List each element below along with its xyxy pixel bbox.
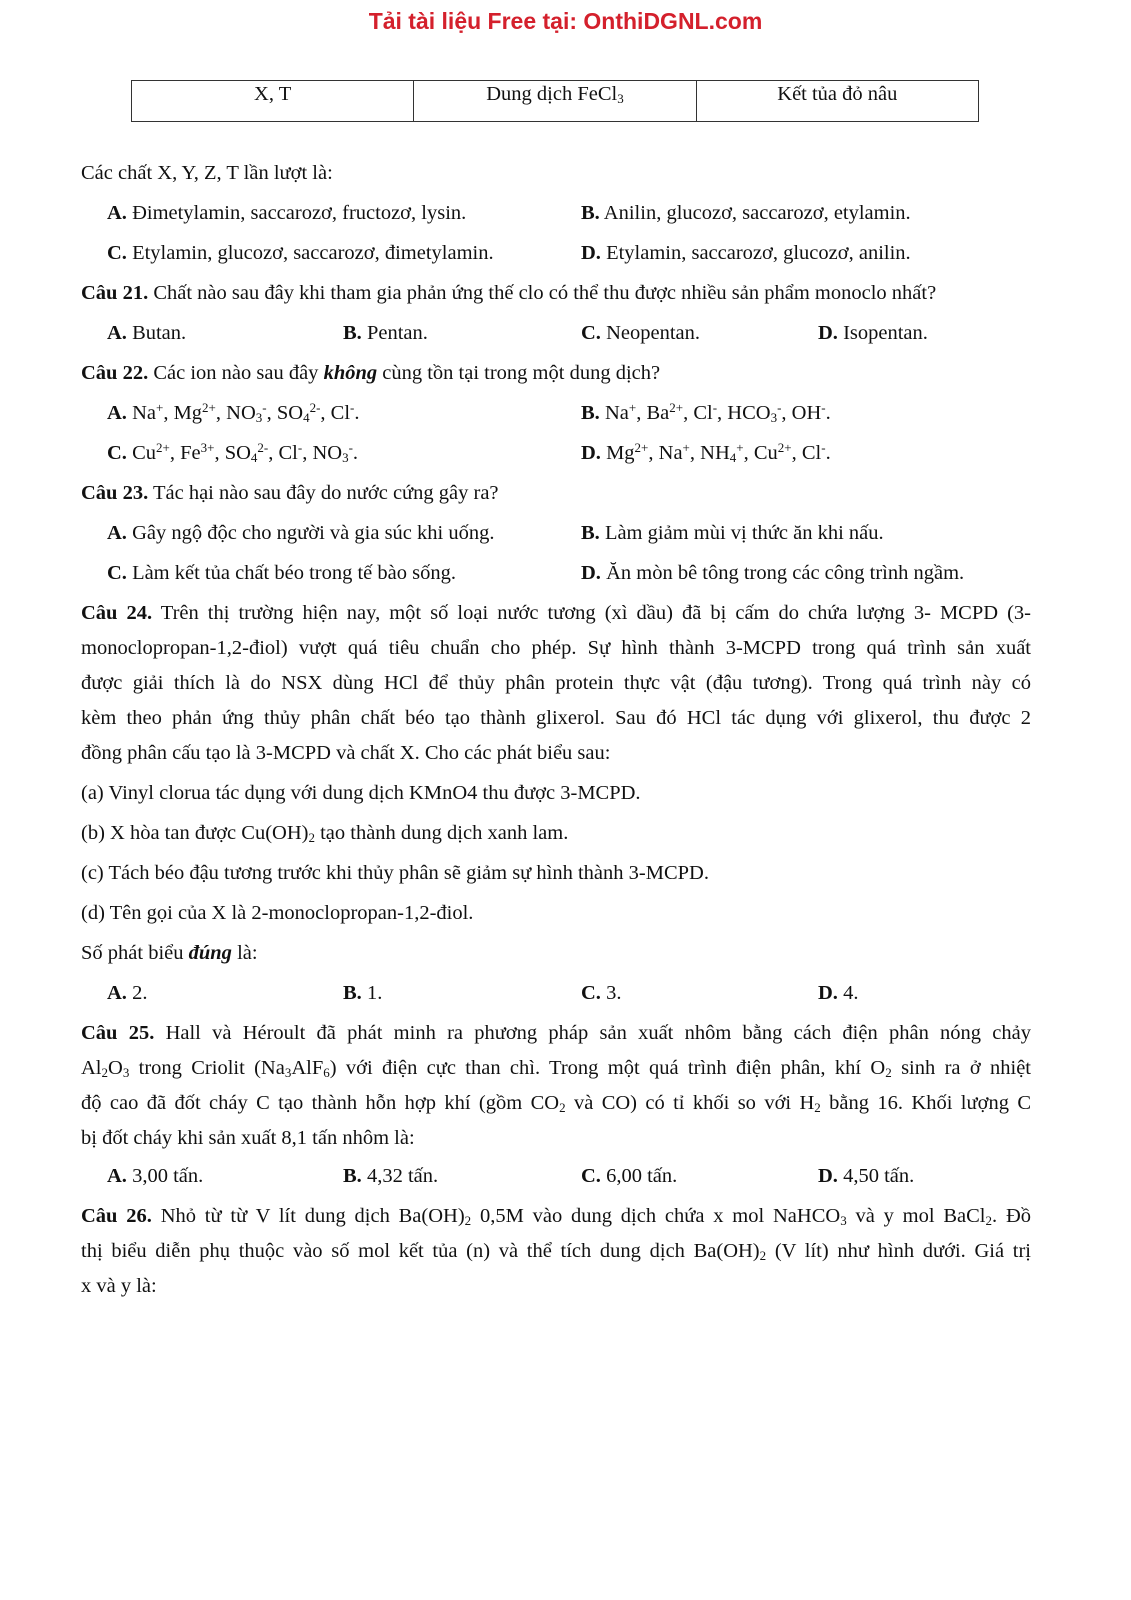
question-26-line-2: thị biểu diễn phụ thuộc vào số mol kết tủa (n) và thể tích dung dịch $Ba(OH)_2$ (V lít) như hình dưới. Giá trị — [81, 1240, 1031, 1263]
option-d: D. 4. — [818, 982, 859, 1004]
option-a: A. Gây ngộ độc cho người và gia súc khi uống. — [107, 522, 495, 544]
option-a: A. Đimetylamin, saccarozơ, fructozơ, lysin. — [107, 202, 467, 224]
question-24-line-1: Câu 24. Trên thị trường hiện nay, một số loại nước tương (xì dầu) đã bị cấm do chứa lượng 3- MCPD (3- — [81, 602, 1031, 624]
option-c: C. Làm kết tủa chất béo trong tế bào sống. — [107, 562, 456, 584]
option-a: A. 3,00 tấn. — [107, 1165, 204, 1187]
option-c: C. Neopentan. — [581, 322, 700, 344]
question-25-line-3: độ cao đã đốt cháy C tạo thành hỗn hợp khí (gồm $CO_2$ và CO) có tỉ khối so với $H_2$ bằng 16. Khối lượng C — [81, 1092, 1031, 1115]
question-stem: Các chất X, Y, Z, T lần lượt là: — [81, 162, 333, 184]
option-d: D. Etylamin, saccarozơ, glucozơ, anilin. — [581, 242, 911, 264]
question-24-ask: Số phát biểu đúng là: — [81, 942, 258, 964]
option-b: B. 4,32 tấn. — [343, 1165, 439, 1187]
statement-c: (c) Tách béo đậu tương trước khi thủy phân sẽ giảm sự hình thành 3-MCPD. — [81, 862, 709, 884]
reagent-table — [131, 80, 979, 122]
option-d: D. 4,50 tấn. — [818, 1165, 915, 1187]
statement-a: (a) Vinyl clorua tác dụng với dung dịch KMnO4 thu được 3-MCPD. — [81, 782, 641, 804]
question-24-line-3: được giải thích là do NSX dùng HCl để thủy phân protein thực vật (đậu tương). Trong quá trình này có — [81, 672, 1031, 694]
question-21: Câu 21. Chất nào sau đây khi tham gia phản ứng thế clo có thể thu được nhiều sản phẩm monoclo nhất? — [81, 282, 937, 304]
option-b: B. Anilin, glucozơ, saccarozơ, etylamin. — [581, 202, 911, 224]
option-d: D. $Mg^{2+}$, Na+, $NH_4^+$, $Cu^{2+}$, Cl-. — [581, 440, 831, 465]
question-23: Câu 23. Tác hại nào sau đây do nước cứng gây ra? — [81, 482, 499, 504]
table-cell-phenomenon: Kết tủa đỏ nâu — [696, 81, 978, 122]
option-d: D. Isopentan. — [818, 322, 928, 344]
option-c: C. $Cu^{2+}$, $Fe^{3+}$, $SO_4^{2-}$, Cl-, $NO_3^-$. — [107, 440, 359, 465]
question-26-line-3: x và y là: — [81, 1275, 157, 1297]
option-a: A. 2. — [107, 982, 148, 1004]
option-d: D. Ăn mòn bê tông trong các công trình ngầm. — [581, 562, 965, 584]
question-24-line-2: monoclopropan-1,2-điol) vượt quá tiêu chuẩn cho phép. Sự hình thành 3-MCPD trong quá trình sản xuất — [81, 637, 1031, 659]
option-b: B. Pentan. — [343, 322, 428, 344]
download-banner[interactable]: Tải tài liệu Free tại: OnthiDGNL.com — [368, 8, 763, 34]
question-26-line-1: Câu 26. Nhỏ từ từ V lít dung dịch $Ba(OH)_2$ 0,5M vào dung dịch chứa x mol NaHCO$_3$ và y mol BaCl$_2$. Đồ — [81, 1205, 1031, 1228]
table-cell-reagent: Dung dịch FeCl$_3$ — [414, 81, 696, 122]
option-c: C. 6,00 tấn. — [581, 1165, 678, 1187]
table-row — [132, 81, 979, 122]
question-25-line-1: Câu 25. Hall và Héroult đã phát minh ra phương pháp sản xuất nhôm bằng cách điện phân nóng chảy — [81, 1022, 1031, 1044]
option-a: A. Butan. — [107, 322, 187, 344]
statement-d: (d) Tên gọi của X là 2-monoclopropan-1,2-điol. — [81, 902, 474, 924]
option-b: B. 1. — [343, 982, 383, 1004]
option-c: C. 3. — [581, 982, 622, 1004]
question-22: Câu 22. Các ion nào sau đây không cùng tồn tại trong một dung dịch? — [81, 362, 661, 384]
option-a: A. Na+, $Mg^{2+}$, $NO_3^-$, $SO_4^{2-}$, Cl-. — [107, 400, 360, 425]
option-b: B. Làm giảm mùi vị thức ăn khi nấu. — [581, 522, 884, 544]
question-24-line-4: kèm theo phản ứng thủy phân chất béo tạo thành glixerol. Sau đó HCl tác dụng với glixerol, thu được 2 — [81, 707, 1031, 729]
table-cell-sample: X, T — [132, 81, 414, 122]
question-25-line-4: bị đốt cháy khi sản xuất 8,1 tấn nhôm là: — [81, 1127, 415, 1149]
option-b: B. Na+, $Ba^{2+}$, Cl-, $HCO_3^-$, OH-. — [581, 400, 831, 425]
question-25-line-2: $Al_2O_3$ trong Criolit $(Na_3AlF_6)$ với điện cực than chì. Trong một quá trình điện phân, khí $O_2$ sinh ra ở nhiệt — [81, 1057, 1031, 1080]
question-24-line-5: đồng phân cấu tạo là 3-MCPD và chất X. Cho các phát biểu sau: — [81, 742, 611, 764]
statement-b: (b) X hòa tan được $Cu(OH)_2$ tạo thành dung dịch xanh lam. — [81, 822, 569, 845]
option-c: C. Etylamin, glucozơ, saccarozơ, đimetylamin. — [107, 242, 494, 264]
